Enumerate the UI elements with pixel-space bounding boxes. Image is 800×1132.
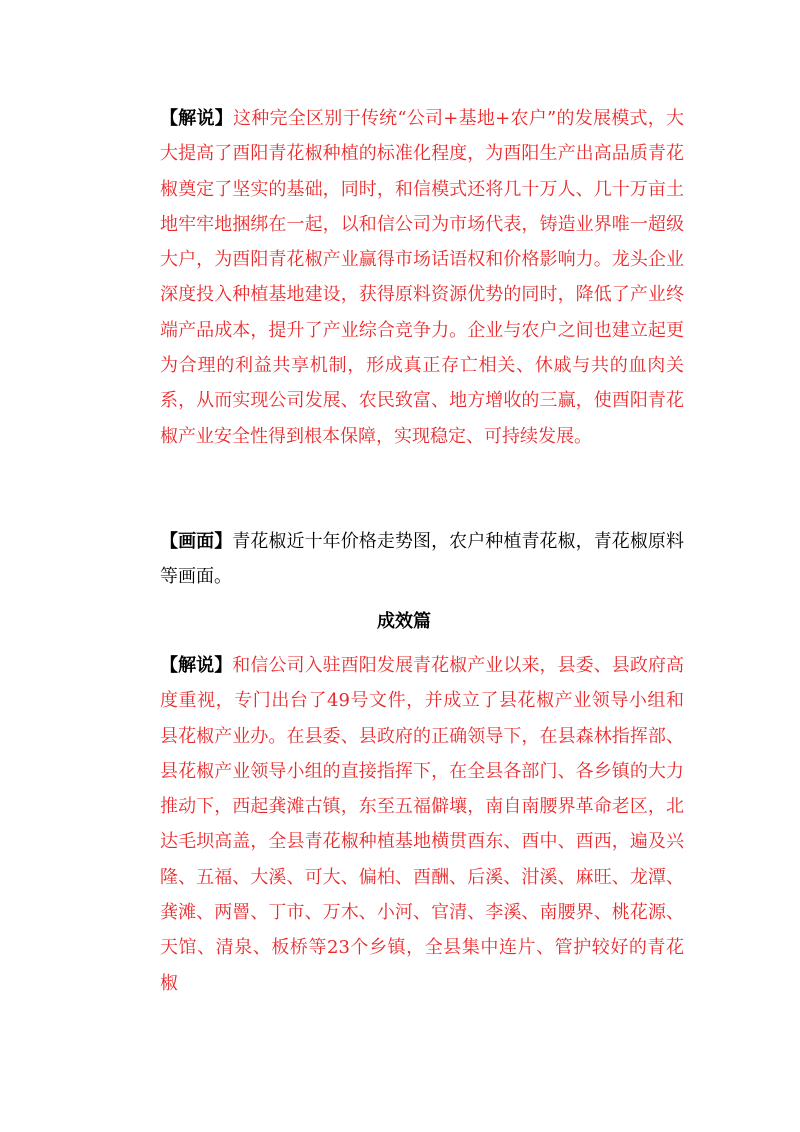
- scene-paragraph: [124, 524, 684, 595]
- narration-label: 【解说】: [160, 108, 234, 129]
- scene-label: 【画面】: [160, 531, 233, 552]
- narration-label: 【解说】: [160, 655, 233, 676]
- narration-paragraph-2: [124, 648, 684, 1001]
- narration-text: 这种完全区别于传统“公司+基地+农户”的发展模式，大大提高了酉阳青花椒种植的标准化程度，为酉阳生产出高品质青花椒奠定了坚实的基础，同时，和信模式还将几十万人、几十万亩土地牢牢地捆绑在一起，以和信公司为市场代表，铸造业界唯一超级大户，为酉阳青花椒产业赢得市场话语权和价格影响力。龙头企业深度投入种植基地建设，获得原料资源优势的同时，降低了产业终端产品成本，提升了产业综合竞争力。企业与农户之间也建立起更为合理的利益共享机制，形成真正存亡相关、休戚与共的血肉关系，从而实现公司发展、农民致富、地方增收的三赢，使酉阳青花椒产业安全性得到根本保障，实现稳定、可持续发展。: [160, 108, 684, 447]
- narration-paragraph-1: [124, 101, 684, 454]
- scene-text: 青花椒近十年价格走势图，农户种植青花椒，青花椒原料等画面。: [160, 531, 685, 588]
- section-heading: 成效篇: [377, 611, 431, 632]
- narration-text: 和信公司入驻酉阳发展青花椒产业以来，县委、县政府高度重视，专门出台了49号文件，并成立了县花椒产业领导小组和县花椒产业办。在县委、县政府的正确领导下，在县森林指挥部、县花椒产业领导小组的直接指挥下，在全县各部门、各乡镇的大力推动下，西起龚滩古镇，东至五福僻壤，南自南腰界革命老区，北达毛坝高盖，全县青花椒种植基地横贯酉东、酉中、酉西，遍及兴隆、五福、大溪、可大、偏柏、酉酬、后溪、泔溪、麻旺、龙潭、龚滩、两罾、丁市、万木、小河、官清、李溪、南腰界、桃花源、天馆、清泉、板桥等23个乡镇，全县集中连片、管护较好的青花椒: [160, 655, 685, 994]
